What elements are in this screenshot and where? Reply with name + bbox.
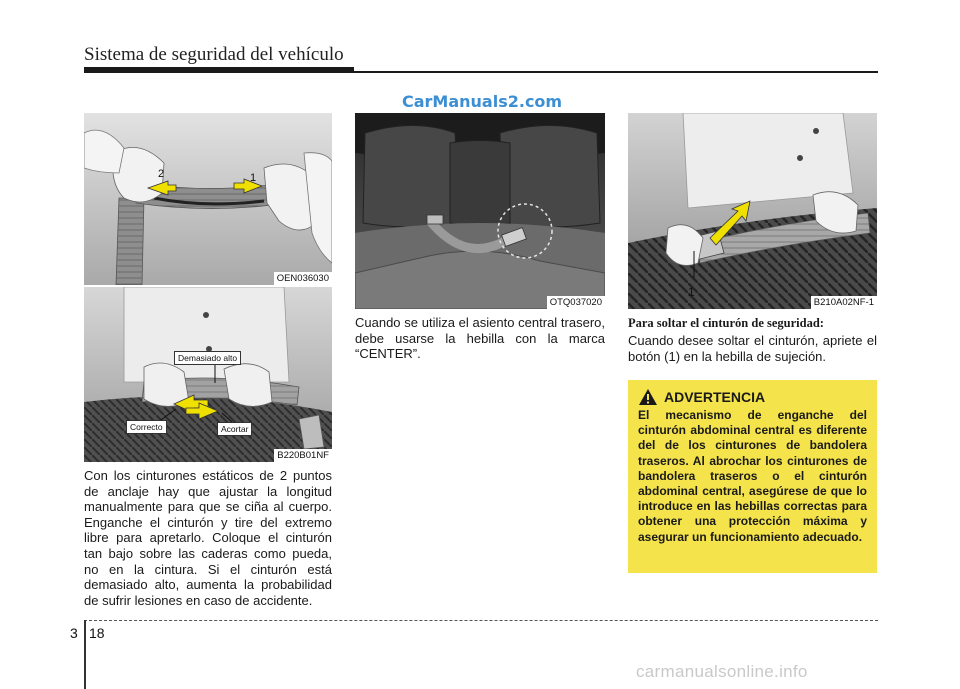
image-code: B210A02NF-1 xyxy=(811,296,877,309)
rear-seat-illustration xyxy=(355,113,605,309)
image-belt-hips xyxy=(84,287,332,462)
image-rear-seat xyxy=(355,113,605,309)
header-title: Sistema de seguridad del vehículo xyxy=(84,44,344,65)
release-buckle-illustration xyxy=(628,113,877,309)
image-code: OEN036030 xyxy=(274,272,332,285)
warning-triangle-icon xyxy=(638,388,658,406)
column3-subheading: Para soltar el cinturón de seguridad: xyxy=(628,316,824,330)
marker-1: 1 xyxy=(250,172,257,184)
warning-title: ADVERTENCIA xyxy=(664,389,766,405)
header-rule-thin xyxy=(84,71,878,73)
marker-2: 2 xyxy=(158,168,165,180)
image-belt-adjust xyxy=(84,113,332,285)
page-chapter: 3 xyxy=(70,625,78,641)
image-release-buckle xyxy=(628,113,877,309)
warning-header xyxy=(638,388,867,406)
belt-hips-illustration xyxy=(84,287,332,462)
column2-text: Cuando se utiliza el asiento central trasero, debe usarse la hebilla con la marca “CENTER”. xyxy=(355,315,605,362)
warning-text: El mecanismo de enganche del cinturón abdominal central es diferente del de los cinturones de bandolera traseros. Al abrochar los cinturones de bandolera traseros o el cinturón abdominal central, asegúrese de que lo introduce en las hebillas correctas para obtener una protección máxima y asegurar un funcionamiento adecuado. xyxy=(638,408,867,544)
column1-text: Con los cinturones estáticos de 2 puntos de anclaje hay que ajustar la longitud manualmente para que se ciña al cuerpo. Enganche el cinturón y tire del extremo libre para apretarlo. Coloque el cinturón tan bajo sobre las caderas como pueda, no en la cintura. Si el cinturón está demasiado alto, aumenta la probabilidad de sufrir lesiones en caso de accidente. xyxy=(84,468,332,608)
watermark-bottom[interactable]: carmanualsonline.info xyxy=(636,662,808,681)
label-shorten: Acortar xyxy=(217,422,252,436)
column3-text: Cuando desee soltar el cinturón, apriete el botón (1) en la hebilla de sujeción. xyxy=(628,333,877,364)
page-number: 18 xyxy=(89,625,105,641)
watermark-top[interactable]: CarManuals2.com xyxy=(402,92,563,111)
label-too-high: Demasiado alto xyxy=(174,351,241,365)
warning-box xyxy=(628,380,877,573)
label-correct: Correcto xyxy=(126,420,167,434)
footer-vline xyxy=(84,620,86,689)
image-code: OTQ037020 xyxy=(547,296,605,309)
belt-adjust-illustration xyxy=(84,113,332,285)
image-code: B220B01NF xyxy=(274,449,332,462)
marker-1: 1 xyxy=(688,285,695,299)
footer-rule xyxy=(84,620,878,621)
